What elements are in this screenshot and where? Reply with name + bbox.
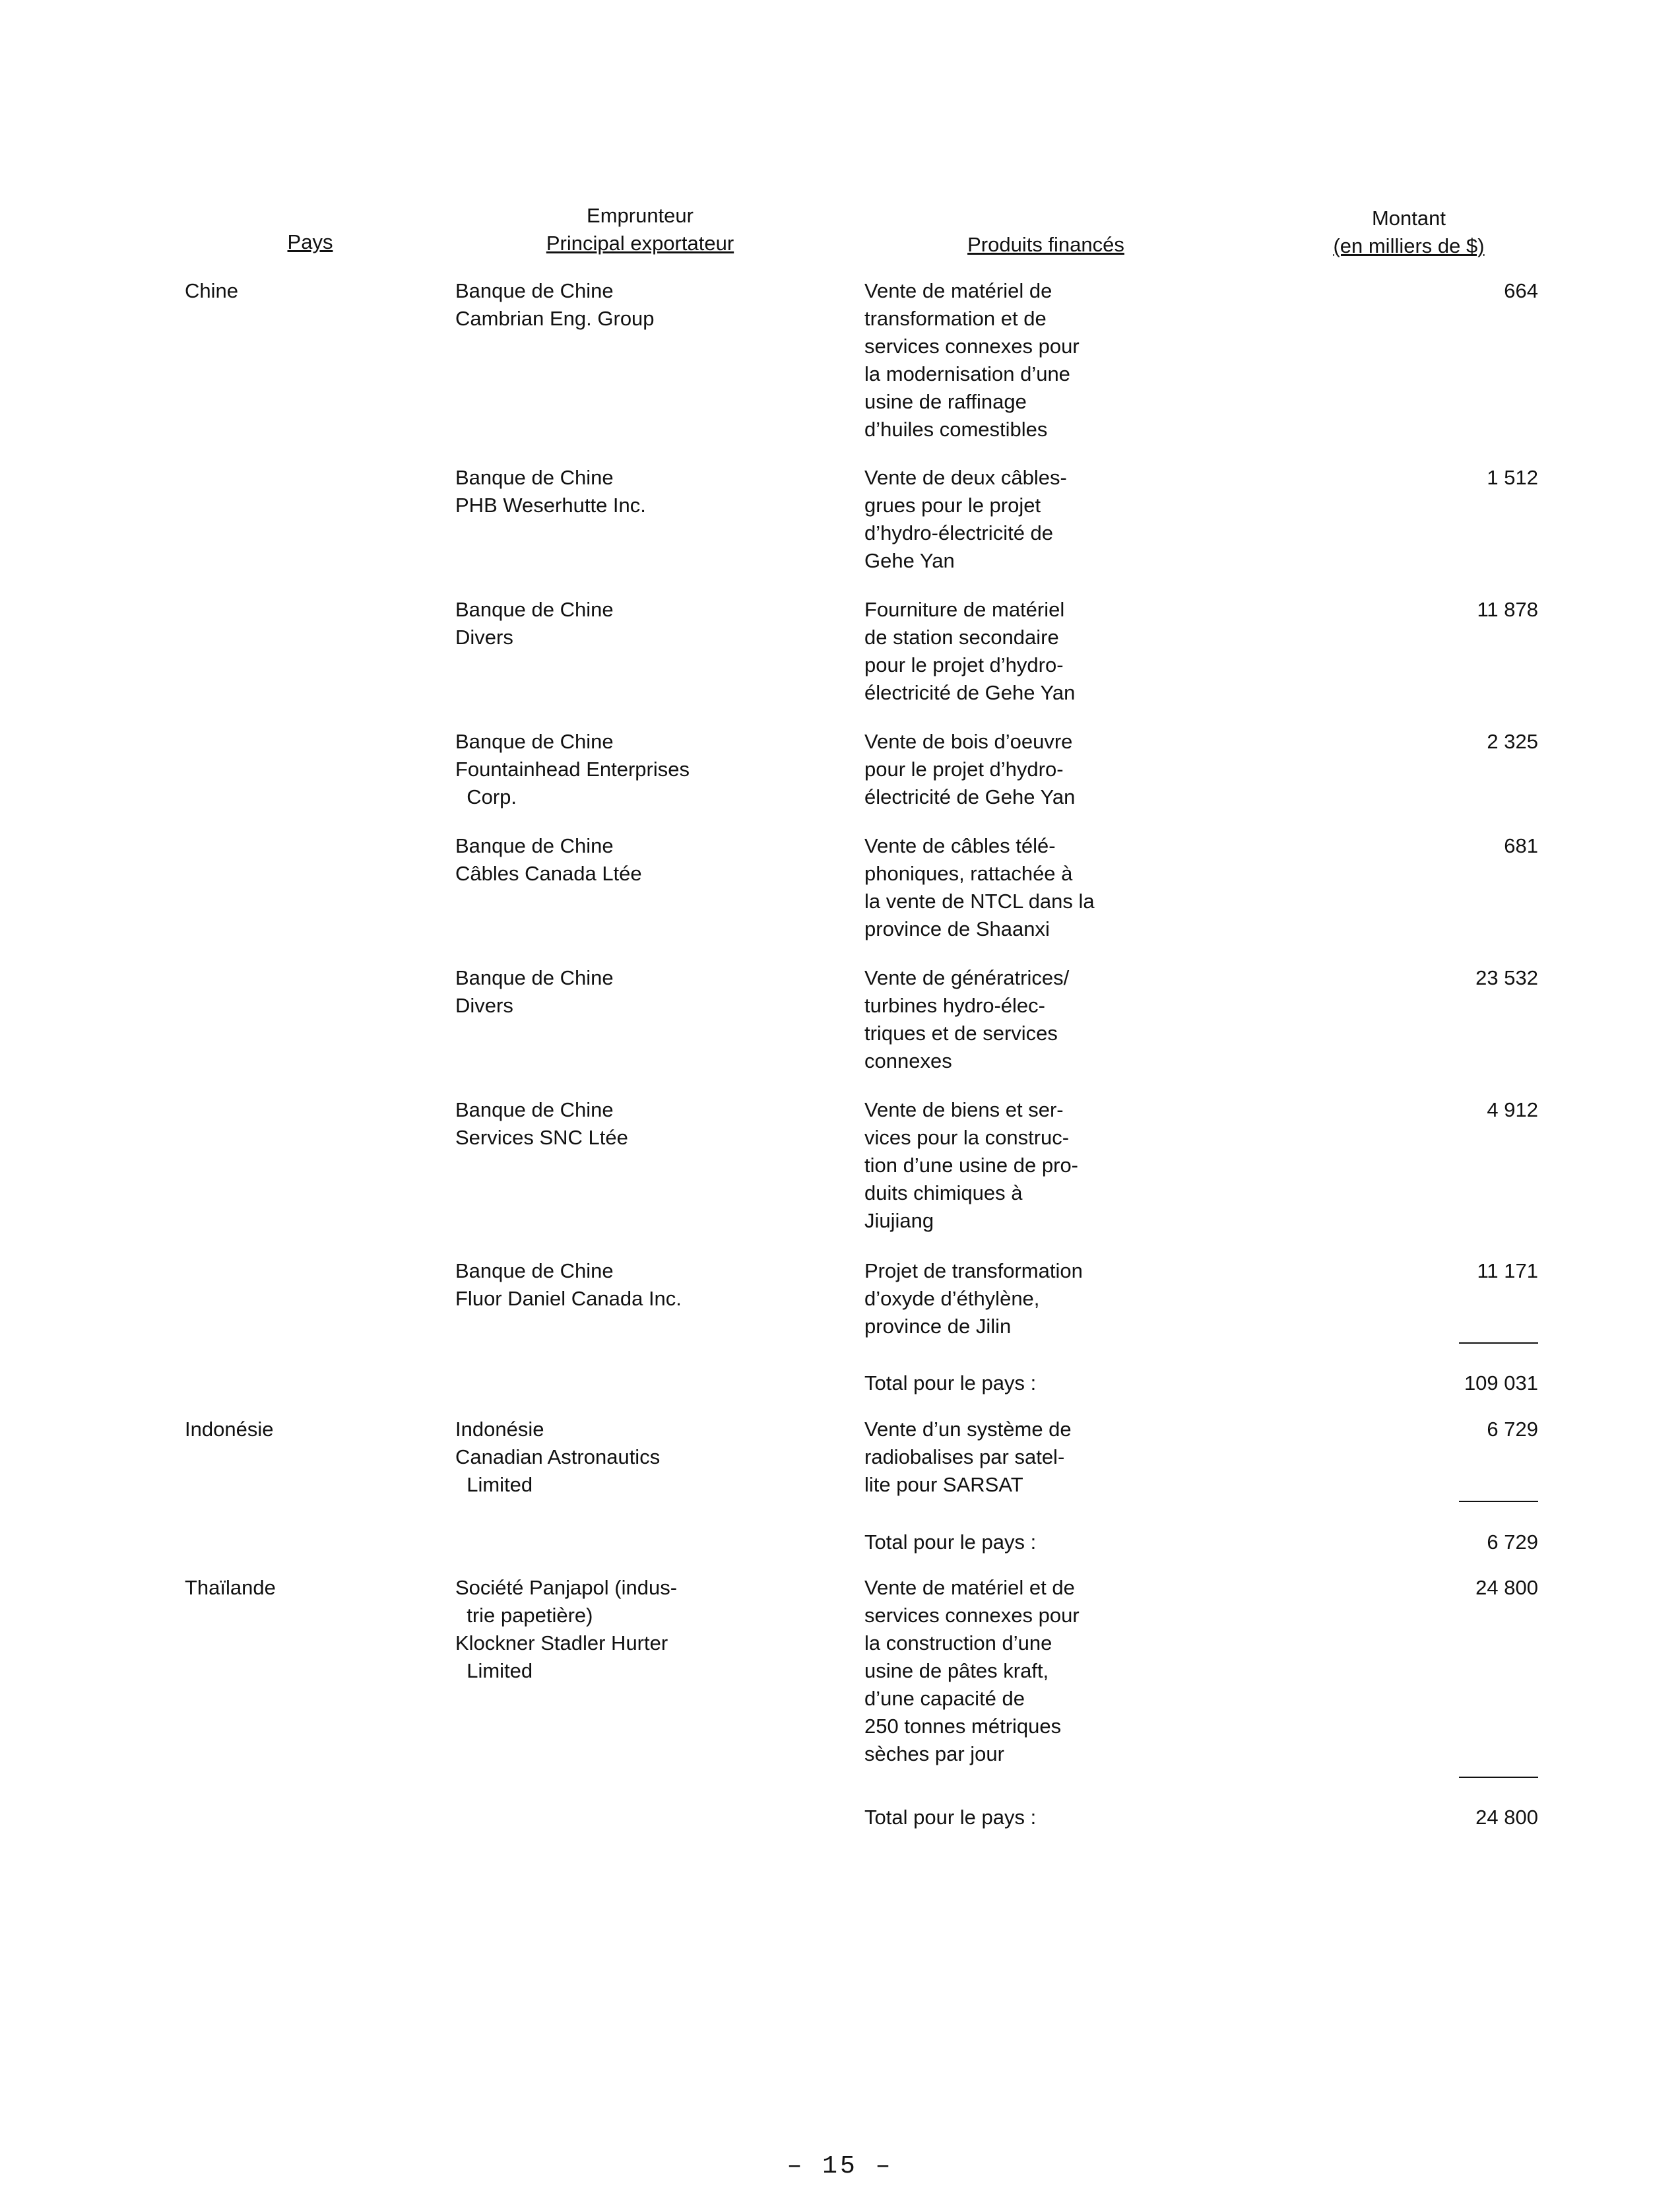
amount-cell: 23 532 (1475, 966, 1538, 989)
total-label: Total pour le pays : (864, 1806, 1037, 1829)
borrower-cell: Banque de Chine PHB Weserhutte Inc. (455, 466, 646, 517)
header-emprunteur-top: Emprunteur (587, 204, 694, 227)
header-pays (264, 228, 356, 256)
header-emprunteur (515, 202, 765, 257)
header-emprunteur-bottom: Principal exportateur (546, 232, 734, 255)
total-amount: 109 031 (1464, 1371, 1538, 1394)
product-cell: Projet de transformation d’oxyde d’éthylène, province de Jilin (864, 1259, 1083, 1338)
product-cell: Vente de matériel et de services connexes pour la construction d’une usine de pâtes kraft, d’une capacité de 250 tonnes métriques sèches par jour (864, 1576, 1080, 1765)
borrower-cell: Banque de Chine Fountainhead Enterprises Corp. (455, 730, 690, 808)
total-amount: 6 729 (1487, 1530, 1538, 1554)
product-cell: Vente de câbles télé- phoniques, rattachée à la vente de NTCL dans la province de Shaanxi (864, 834, 1095, 940)
amount-cell: 11 878 (1477, 598, 1538, 621)
borrower-cell: Société Panjapol (indus- trie papetière) Klockner Stadler Hurter Limited (455, 1576, 678, 1682)
borrower-cell: Banque de Chine Fluor Daniel Canada Inc. (455, 1259, 682, 1310)
total-label: Total pour le pays : (864, 1530, 1037, 1554)
product-cell: Vente de deux câbles- grues pour le projet d’hydro-électricité de Gehe Yan (864, 466, 1067, 572)
country-cell: Chine (185, 279, 238, 302)
borrower-cell: Banque de Chine Services SNC Ltée (455, 1098, 628, 1149)
page-number: – 15 – (787, 2152, 893, 2181)
borrower-cell: Banque de Chine Câbles Canada Ltée (455, 834, 642, 885)
header-montant-bottom: (en milliers de $) (1333, 234, 1485, 257)
amount-cell: 6 729 (1487, 1418, 1538, 1441)
amount-cell: 2 325 (1487, 730, 1538, 753)
country-cell: Indonésie (185, 1418, 274, 1441)
header-produits (937, 231, 1155, 259)
total-amount: 24 800 (1475, 1806, 1538, 1829)
amount-cell: 664 (1504, 279, 1538, 302)
amount-cell: 681 (1504, 834, 1538, 857)
total-label: Total pour le pays : (864, 1371, 1037, 1394)
borrower-cell: Banque de Chine Divers (455, 598, 614, 649)
product-cell: Fourniture de matériel de station secondaire pour le projet d’hydro- électricité de Gehe Yan (864, 598, 1076, 704)
product-cell: Vente de bois d’oeuvre pour le projet d’hydro- électricité de Gehe Yan (864, 730, 1076, 808)
subtotal-rule (1459, 1501, 1538, 1502)
product-cell: Vente de matériel de transformation et de services connexes pour la modernisation d’une usine de raffinage d’huiles comestibles (864, 279, 1080, 441)
header-produits-label: Produits financés (967, 233, 1124, 256)
amount-cell: 4 912 (1487, 1098, 1538, 1121)
header-pays-label: Pays (287, 230, 333, 253)
header-montant-top: Montant (1371, 207, 1446, 230)
borrower-cell: Banque de Chine Cambrian Eng. Group (455, 279, 655, 330)
subtotal-rule (1459, 1777, 1538, 1778)
header-montant (1300, 205, 1518, 260)
amount-cell: 1 512 (1487, 466, 1538, 489)
country-cell: Thaïlande (185, 1576, 276, 1599)
amount-cell: 24 800 (1475, 1576, 1538, 1599)
borrower-cell: Banque de Chine Divers (455, 966, 614, 1017)
product-cell: Vente de génératrices/ turbines hydro-élec- triques et de services connexes (864, 966, 1070, 1072)
product-cell: Vente d’un système de radiobalises par satel- lite pour SARSAT (864, 1418, 1072, 1496)
subtotal-rule (1459, 1342, 1538, 1344)
amount-cell: 11 171 (1477, 1259, 1538, 1282)
product-cell: Vente de biens et ser- vices pour la construc- tion d’une usine de pro- duits chimiques à Jiujiang (864, 1098, 1079, 1232)
borrower-cell: Indonésie Canadian Astronautics Limited (455, 1418, 661, 1496)
